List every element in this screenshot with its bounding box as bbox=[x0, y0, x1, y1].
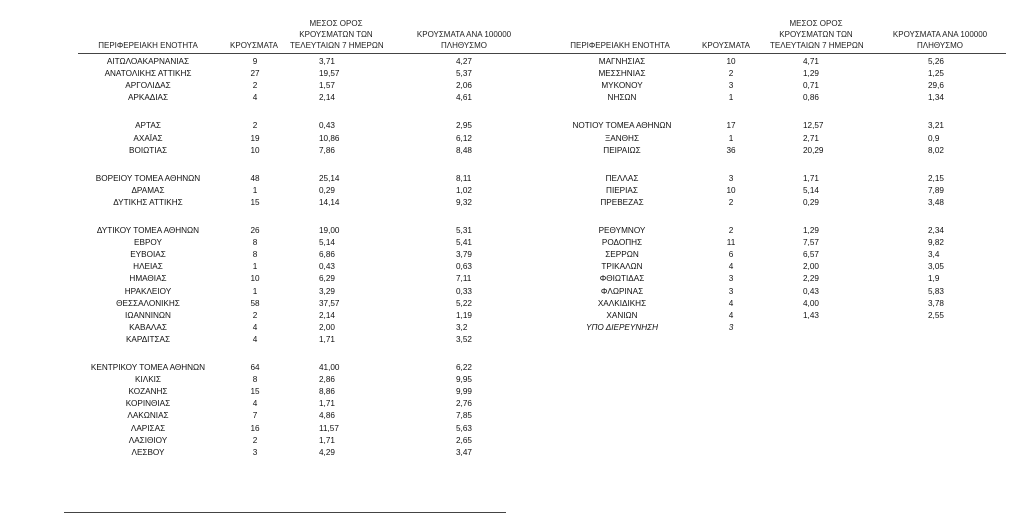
cases-cell: 4 bbox=[728, 298, 734, 308]
region-cell: ΠΡΕΒΕΖΑΣ bbox=[600, 197, 644, 207]
cases-cell: 10 bbox=[250, 145, 260, 155]
avg-7day-cell: 1,29 bbox=[803, 226, 819, 235]
avg-7day-cell: 19,00 bbox=[319, 226, 340, 235]
region-cell: ΚΟΡΙΝΘΙΑΣ bbox=[125, 399, 171, 409]
avg-7day-cell: 2,29 bbox=[803, 274, 819, 284]
avg-7day-cell: 4,29 bbox=[319, 447, 335, 457]
left-header-avg-line2: ΚΡΟΥΣΜΑΤΩΝ ΤΩΝ bbox=[299, 30, 373, 39]
rate-per-100k-cell: 2,55 bbox=[928, 310, 944, 320]
rate-per-100k-cell: 5,37 bbox=[456, 69, 472, 79]
region-cell: ΑΡΓΟΛΙΔΑΣ bbox=[125, 81, 171, 91]
avg-7day-cell: 1,71 bbox=[319, 334, 335, 344]
cases-cell: 1 bbox=[252, 262, 258, 272]
region-cell: ΦΘΙΩΤΙΔΑΣ bbox=[599, 274, 645, 284]
region-cell: ΧΑΛΚΙΔΙΚΗΣ bbox=[597, 298, 647, 308]
region-cell: ΜΑΓΝΗΣΙΑΣ bbox=[598, 57, 646, 66]
rate-per-100k-cell: 1,34 bbox=[928, 93, 944, 103]
rate-per-100k-cell: 7,85 bbox=[456, 411, 472, 421]
region-cell: ΔΡΑΜΑΣ bbox=[131, 185, 165, 195]
rate-per-100k-cell: 5,31 bbox=[456, 226, 472, 235]
rate-per-100k-cell: 0,9 bbox=[928, 133, 940, 143]
cases-cell: 7 bbox=[252, 411, 258, 421]
rate-per-100k-cell: 3,05 bbox=[928, 262, 944, 272]
cases-cell: 48 bbox=[250, 173, 260, 183]
rate-per-100k-cell: 3,78 bbox=[928, 298, 944, 308]
region-cell: ΒΟΙΩΤΙΑΣ bbox=[128, 145, 168, 155]
rate-per-100k-cell: 9,82 bbox=[928, 238, 944, 248]
avg-7day-cell: 1,57 bbox=[319, 81, 335, 91]
left-header-rate-line1: ΚΡΟΥΣΜΑΤΑ ΑΝΑ 100000 bbox=[416, 30, 512, 39]
avg-7day-cell: 0,29 bbox=[319, 185, 335, 195]
cases-cell: 2 bbox=[252, 310, 258, 320]
region-cell: ΕΥΒΟΙΑΣ bbox=[130, 250, 166, 260]
rate-per-100k-cell: 7,11 bbox=[456, 274, 472, 284]
region-cell: ΛΕΣΒΟΥ bbox=[131, 447, 165, 457]
region-cell: ΜΕΣΣΗΝΙΑΣ bbox=[598, 69, 646, 79]
region-cell: ΡΟΔΟΠΗΣ bbox=[601, 238, 643, 248]
cases-cell: 10 bbox=[250, 274, 260, 284]
avg-7day-cell: 0,71 bbox=[803, 81, 819, 91]
region-cell: ΒΟΡΕΙΟΥ ΤΟΜΕΑ ΑΘΗΝΩΝ bbox=[95, 173, 201, 183]
region-cell: ΚΑΡΔΙΤΣΑΣ bbox=[125, 334, 171, 344]
rate-per-100k-cell: 3,21 bbox=[928, 121, 944, 131]
region-cell: ΡΕΘΥΜΝΟΥ bbox=[598, 226, 646, 235]
rate-per-100k-cell: 3,52 bbox=[456, 334, 472, 344]
rate-per-100k-cell: 1,25 bbox=[928, 69, 944, 79]
cases-cell: 9 bbox=[252, 57, 258, 66]
cases-cell: 11 bbox=[726, 238, 736, 248]
avg-7day-cell: 1,71 bbox=[319, 399, 335, 409]
avg-7day-cell: 1,71 bbox=[319, 435, 335, 445]
rate-per-100k-cell: 4,61 bbox=[456, 93, 472, 103]
region-cell: ΥΠΟ ΔΙΕΡΕΥΝΗΣΗ bbox=[586, 322, 658, 332]
avg-7day-cell: 19,57 bbox=[319, 69, 340, 79]
avg-7day-cell: 1,29 bbox=[803, 69, 819, 79]
region-cell: ΗΡΑΚΛΕΙΟΥ bbox=[124, 286, 172, 296]
avg-7day-cell: 6,57 bbox=[803, 250, 819, 260]
cases-cell: 58 bbox=[250, 298, 260, 308]
cases-cell: 4 bbox=[252, 399, 258, 409]
cases-cell: 2 bbox=[252, 121, 258, 131]
region-cell: ΑΙΤΩΛΟΑΚΑΡΝΑΝΙΑΣ bbox=[106, 57, 190, 66]
right-header-rate-line2: ΠΛΗΘΥΣΜΟ bbox=[916, 41, 964, 50]
right-header-avg-line1: ΜΕΣΟΣ ΟΡΟΣ bbox=[789, 19, 843, 28]
region-cell: ΠΕΙΡΑΙΩΣ bbox=[603, 145, 641, 155]
rate-per-100k-cell: 2,76 bbox=[456, 399, 472, 409]
cases-cell: 2 bbox=[728, 226, 734, 235]
region-cell: ΑΡΚΑΔΙΑΣ bbox=[127, 93, 169, 103]
avg-7day-cell: 2,71 bbox=[803, 133, 819, 143]
region-cell: ΑΡΤΑΣ bbox=[135, 121, 161, 131]
cases-cell: 2 bbox=[728, 197, 734, 207]
right-header-avg-line2: ΚΡΟΥΣΜΑΤΩΝ ΤΩΝ bbox=[779, 30, 853, 39]
avg-7day-cell: 1,71 bbox=[803, 173, 819, 183]
cases-cell: 8 bbox=[252, 238, 258, 248]
avg-7day-cell: 3,71 bbox=[319, 57, 335, 66]
cases-cell: 4 bbox=[728, 310, 734, 320]
rate-per-100k-cell: 8,02 bbox=[928, 145, 944, 155]
cases-cell: 1 bbox=[728, 93, 734, 103]
avg-7day-cell: 1,43 bbox=[803, 310, 819, 320]
rate-per-100k-cell: 5,41 bbox=[456, 238, 472, 248]
left-header-rate-line2: ΠΛΗΘΥΣΜΟ bbox=[440, 41, 488, 50]
region-cell: ΚΑΒΑΛΑΣ bbox=[129, 322, 167, 332]
avg-7day-cell: 3,29 bbox=[319, 286, 335, 296]
region-cell: ΜΥΚΟΝΟΥ bbox=[601, 81, 643, 91]
rate-per-100k-cell: 6,22 bbox=[456, 363, 472, 372]
region-cell: ΠΙΕΡΙΑΣ bbox=[606, 185, 638, 195]
region-cell: ΚΟΖΑΝΗΣ bbox=[128, 387, 168, 397]
region-cell: ΠΕΛΛΑΣ bbox=[605, 173, 639, 183]
cases-cell: 26 bbox=[250, 226, 260, 235]
cases-cell: 16 bbox=[250, 423, 260, 433]
avg-7day-cell: 5,14 bbox=[319, 238, 335, 248]
cases-cell: 1 bbox=[728, 133, 734, 143]
rate-per-100k-cell: 3,48 bbox=[928, 197, 944, 207]
region-cell: ΣΕΡΡΩΝ bbox=[605, 250, 639, 260]
rate-per-100k-cell: 5,22 bbox=[456, 298, 472, 308]
avg-7day-cell: 0,43 bbox=[319, 262, 335, 272]
avg-7day-cell: 37,57 bbox=[319, 298, 340, 308]
cases-cell: 2 bbox=[728, 69, 734, 79]
avg-7day-cell: 0,43 bbox=[803, 286, 819, 296]
cases-cell: 36 bbox=[726, 145, 736, 155]
cases-cell: 27 bbox=[250, 69, 260, 79]
region-cell: ΔΥΤΙΚΗΣ ΑΤΤΙΚΗΣ bbox=[113, 197, 183, 207]
cases-cell: 15 bbox=[250, 197, 260, 207]
right-header-region: ΠΕΡΙΦΕΡΕΙΑΚΗ ΕΝΟΤΗΤΑ bbox=[570, 41, 670, 50]
cases-cell: 10 bbox=[726, 185, 736, 195]
cases-cell: 3 bbox=[252, 447, 258, 457]
avg-7day-cell: 20,29 bbox=[803, 145, 824, 155]
rate-per-100k-cell: 5,26 bbox=[928, 57, 944, 66]
avg-7day-cell: 25,14 bbox=[319, 173, 340, 183]
rate-per-100k-cell: 0,63 bbox=[456, 262, 472, 272]
region-cell: ΕΒΡΟΥ bbox=[134, 238, 162, 248]
cases-cell: 2 bbox=[252, 81, 258, 91]
rate-per-100k-cell: 2,15 bbox=[928, 173, 944, 183]
cases-cell: 3 bbox=[728, 81, 734, 91]
avg-7day-cell: 8,86 bbox=[319, 387, 335, 397]
rate-per-100k-cell: 5,63 bbox=[456, 423, 472, 433]
avg-7day-cell: 0,86 bbox=[803, 93, 819, 103]
cases-cell: 4 bbox=[252, 93, 258, 103]
rate-per-100k-cell: 9,95 bbox=[456, 375, 472, 385]
left-header-cases: ΚΡΟΥΣΜΑΤΑ bbox=[230, 41, 278, 50]
avg-7day-cell: 7,86 bbox=[319, 145, 335, 155]
rate-per-100k-cell: 0,33 bbox=[456, 286, 472, 296]
rate-per-100k-cell: 7,89 bbox=[928, 185, 944, 195]
rate-per-100k-cell: 8,11 bbox=[456, 173, 472, 183]
right-header-rate-line1: ΚΡΟΥΣΜΑΤΑ ΑΝΑ 100000 bbox=[892, 30, 988, 39]
region-cell: ΑΧΑΪΑΣ bbox=[133, 133, 163, 143]
cases-cell: 4 bbox=[252, 334, 258, 344]
cases-cell: 1 bbox=[252, 286, 258, 296]
avg-7day-cell: 2,00 bbox=[803, 262, 819, 272]
region-cell: ΗΛΕΙΑΣ bbox=[133, 262, 163, 272]
rate-per-100k-cell: 3,2 bbox=[456, 322, 468, 332]
avg-7day-cell: 0,29 bbox=[803, 197, 819, 207]
left-header-region: ΠΕΡΙΦΕΡΕΙΑΚΗ ΕΝΟΤΗΤΑ bbox=[98, 41, 198, 50]
cases-cell: 17 bbox=[726, 121, 736, 131]
region-cell: ΚΕΝΤΡΙΚΟΥ ΤΟΜΕΑ ΑΘΗΝΩΝ bbox=[90, 363, 206, 372]
rate-per-100k-cell: 29,6 bbox=[928, 81, 944, 91]
region-cell: ΛΑΚΩΝΙΑΣ bbox=[127, 411, 169, 421]
rate-per-100k-cell: 3,47 bbox=[456, 447, 472, 457]
cases-cell: 8 bbox=[252, 375, 258, 385]
cases-cell: 2 bbox=[252, 435, 258, 445]
avg-7day-cell: 2,00 bbox=[319, 322, 335, 332]
cases-cell: 10 bbox=[726, 57, 736, 66]
rate-per-100k-cell: 1,19 bbox=[456, 310, 472, 320]
avg-7day-cell: 7,57 bbox=[803, 238, 819, 248]
cases-cell: 6 bbox=[728, 250, 734, 260]
avg-7day-cell: 4,71 bbox=[803, 57, 819, 66]
rate-per-100k-cell: 1,02 bbox=[456, 185, 472, 195]
region-cell: ΑΝΑΤΟΛΙΚΗΣ ΑΤΤΙΚΗΣ bbox=[104, 69, 192, 79]
region-cell: ΛΑΡΙΣΑΣ bbox=[130, 423, 166, 433]
left-header-avg-line1: ΜΕΣΟΣ ΟΡΟΣ bbox=[309, 19, 363, 28]
avg-7day-cell: 6,29 bbox=[319, 274, 335, 284]
region-cell: ΝΟΤΙΟΥ ΤΟΜΕΑ ΑΘΗΝΩΝ bbox=[572, 121, 672, 131]
right-header-cases: ΚΡΟΥΣΜΑΤΑ bbox=[702, 41, 750, 50]
cases-cell: 15 bbox=[250, 387, 260, 397]
header-rule bbox=[78, 53, 1006, 54]
cases-cell: 3 bbox=[728, 322, 734, 332]
avg-7day-cell: 10,86 bbox=[319, 133, 340, 143]
region-cell: ΘΕΣΣΑΛΟΝΙΚΗΣ bbox=[116, 298, 180, 308]
rate-per-100k-cell: 2,95 bbox=[456, 121, 472, 131]
avg-7day-cell: 6,86 bbox=[319, 250, 335, 260]
rate-per-100k-cell: 3,79 bbox=[456, 250, 472, 260]
cases-cell: 4 bbox=[252, 322, 258, 332]
cases-cell: 8 bbox=[252, 250, 258, 260]
avg-7day-cell: 2,86 bbox=[319, 375, 335, 385]
region-cell: ΚΙΛΚΙΣ bbox=[134, 375, 161, 385]
cases-cell: 3 bbox=[728, 274, 734, 284]
rate-per-100k-cell: 9,99 bbox=[456, 387, 472, 397]
cases-cell: 3 bbox=[728, 173, 734, 183]
avg-7day-cell: 4,86 bbox=[319, 411, 335, 421]
cases-cell: 19 bbox=[250, 133, 260, 143]
rate-per-100k-cell: 2,06 bbox=[456, 81, 472, 91]
region-cell: ΝΗΣΩΝ bbox=[607, 93, 637, 103]
rate-per-100k-cell: 5,83 bbox=[928, 286, 944, 296]
cases-cell: 64 bbox=[250, 363, 260, 372]
rate-per-100k-cell: 4,27 bbox=[456, 57, 472, 66]
region-cell: ΗΜΑΘΙΑΣ bbox=[129, 274, 167, 284]
rate-per-100k-cell: 8,48 bbox=[456, 145, 472, 155]
rate-per-100k-cell: 9,32 bbox=[456, 197, 472, 207]
rate-per-100k-cell: 3,4 bbox=[928, 250, 940, 260]
bottom-rule bbox=[64, 512, 506, 513]
region-cell: ΔΥΤΙΚΟΥ ΤΟΜΕΑ ΑΘΗΝΩΝ bbox=[96, 226, 200, 235]
left-header-avg-line3: ΤΕΛΕΥΤΑΙΩΝ 7 ΗΜΕΡΩΝ bbox=[290, 41, 384, 50]
right-header-avg-line3: ΤΕΛΕΥΤΑΙΩΝ 7 ΗΜΕΡΩΝ bbox=[770, 41, 864, 50]
avg-7day-cell: 0,43 bbox=[319, 121, 335, 131]
avg-7day-cell: 41,00 bbox=[319, 363, 340, 372]
avg-7day-cell: 14,14 bbox=[319, 197, 340, 207]
rate-per-100k-cell: 2,65 bbox=[456, 435, 472, 445]
region-cell: ΛΑΣΙΘΙΟΥ bbox=[128, 435, 168, 445]
rate-per-100k-cell: 1,9 bbox=[928, 274, 940, 284]
rate-per-100k-cell: 2,34 bbox=[928, 226, 944, 235]
cases-cell: 3 bbox=[728, 286, 734, 296]
avg-7day-cell: 2,14 bbox=[319, 93, 335, 103]
avg-7day-cell: 5,14 bbox=[803, 185, 819, 195]
avg-7day-cell: 4,00 bbox=[803, 298, 819, 308]
cases-cell: 1 bbox=[252, 185, 258, 195]
avg-7day-cell: 12,57 bbox=[803, 121, 824, 131]
avg-7day-cell: 11,57 bbox=[319, 423, 339, 433]
avg-7day-cell: 2,14 bbox=[319, 310, 335, 320]
region-cell: ΞΑΝΘΗΣ bbox=[604, 133, 640, 143]
region-cell: ΦΛΩΡΙΝΑΣ bbox=[600, 286, 644, 296]
cases-cell: 4 bbox=[728, 262, 734, 272]
rate-per-100k-cell: 6,12 bbox=[456, 133, 472, 143]
region-cell: ΙΩΑΝΝΙΝΩΝ bbox=[125, 310, 171, 320]
region-cell: ΤΡΙΚΑΛΩΝ bbox=[601, 262, 643, 272]
region-cell: ΧΑΝΙΩΝ bbox=[606, 310, 638, 320]
